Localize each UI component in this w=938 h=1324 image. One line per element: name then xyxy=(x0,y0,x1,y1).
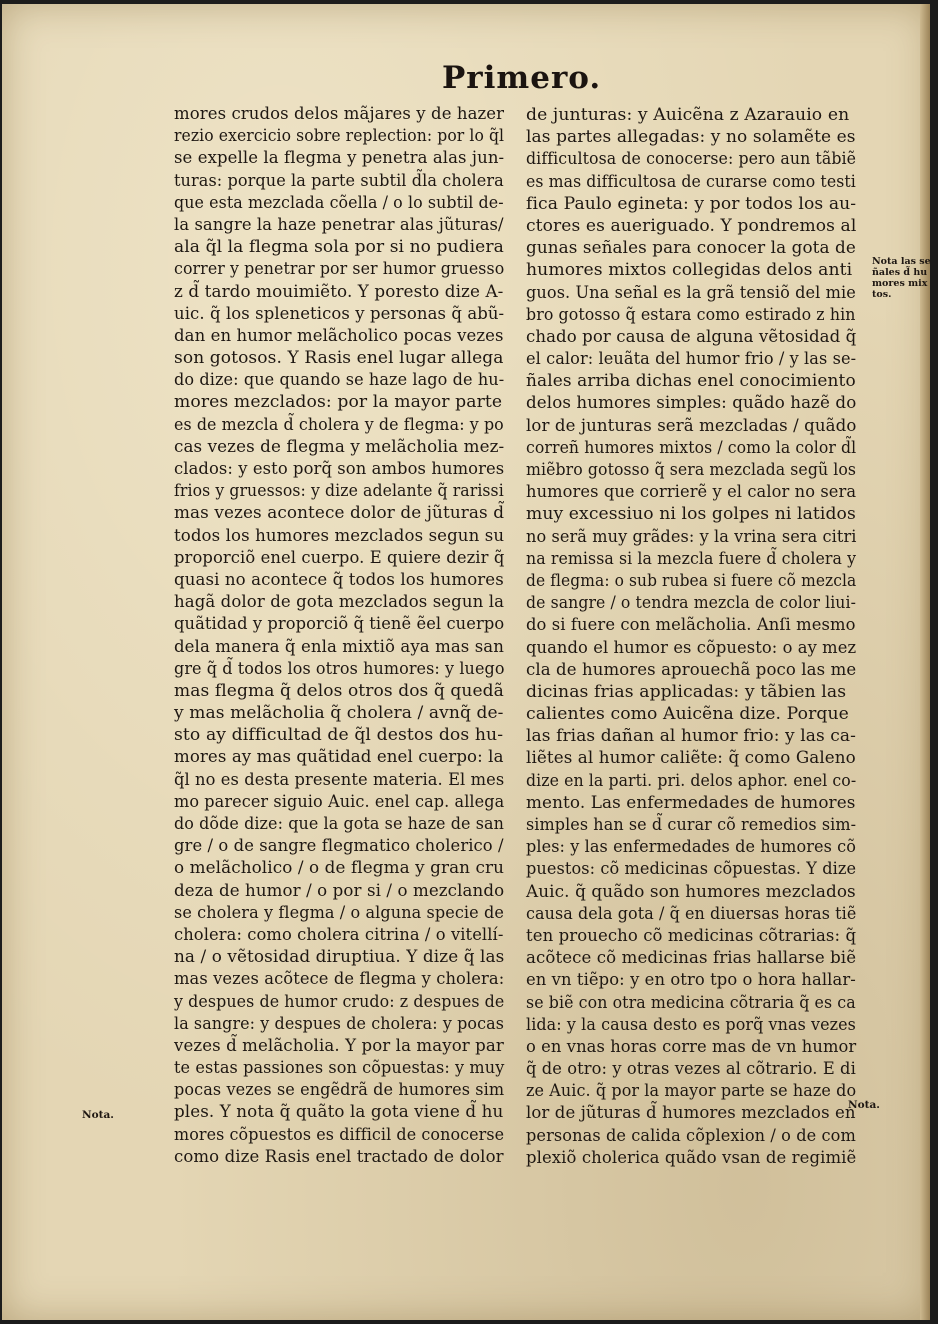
text-line: proporciõ enel cuerpo. E quiere dezir q̃ xyxy=(174,547,505,568)
text-line: correñ humores mixtos / como la color d̃l xyxy=(526,437,857,458)
text-line: mas flegma q̃ delos otros dos q̃ quedã xyxy=(174,680,504,701)
text-line: na remissa si la mezcla fuere d̃ cholera y xyxy=(526,548,857,569)
text-line: ze Auic. q̃ por la mayor parte se haze do xyxy=(526,1081,857,1102)
text-line: acõtece cõ medicinas frias hallarse biẽ xyxy=(526,948,857,969)
text-line: fica Paulo egineta: y por todos los au- xyxy=(526,193,857,214)
text-line: hagã dolor de gota mezclados segun la xyxy=(174,592,505,613)
text-line: muy excessiuo ni los golpes ni latidos xyxy=(526,504,856,525)
margin-note-right-top xyxy=(872,256,936,300)
text-line: humores que corrierẽ y el calor no sera xyxy=(526,482,857,503)
margin-note-left: Nota. xyxy=(82,1109,114,1121)
text-line: personas de calida cõplexion / o de com xyxy=(526,1125,856,1146)
text-line: se cholera y flegma / o alguna specie de xyxy=(174,902,504,923)
page-edge xyxy=(920,4,930,1320)
right-text-column xyxy=(526,104,856,1169)
text-line: Auic. q̃ quãdo son humores mezclados xyxy=(526,881,856,902)
text-line: turas: porque la parte subtil d̃la cholera xyxy=(174,170,504,191)
text-line: ples: y las enfermedades de humores cõ xyxy=(526,837,857,858)
text-line: quando el humor es cõpuesto: o ay mez xyxy=(526,637,857,658)
text-line: o melãcholico / o de flegma y gran cru xyxy=(174,858,505,879)
text-line: mores mezclados: por la mayor parte xyxy=(174,392,503,413)
text-line: la sangre: y despues de cholera: y pocas xyxy=(174,1013,504,1034)
text-line: calientes como Auicẽna dize. Porque xyxy=(526,704,849,725)
text-line: correr y penetrar por ser humor gruesso xyxy=(174,259,505,280)
text-line: o en vnas horas corre mas de vn humor xyxy=(526,1036,857,1057)
text-line: quãtidad y proporciõ q̃ tienẽ ẽel cuerpo xyxy=(174,614,505,635)
text-line: delos humores simples: quãdo hazẽ do xyxy=(526,393,857,414)
text-line: ctores es aueriguado. Y pondremos al xyxy=(526,215,857,236)
text-line: lida: y la causa desto es porq̃ vnas vezes xyxy=(526,1014,856,1035)
text-line: todos los humores mezclados segun su xyxy=(174,525,505,546)
text-line: mo parecer siguio Auic. enel cap. allega xyxy=(174,791,505,812)
text-line: gre q̃ d̃ todos los otros humores: y luego xyxy=(174,658,505,679)
margin-note-right-bottom: Nota. xyxy=(848,1099,880,1111)
text-line: mas vezes acõtece de flegma y cholera: xyxy=(174,969,505,990)
text-line: causa dela gota / q̃ en diuersas horas tiẽ xyxy=(526,903,857,924)
text-line: el calor: leuãta del humor frio / y las se- xyxy=(526,349,857,370)
text-line: mas vezes acontece dolor de jũturas d̃ xyxy=(174,503,505,524)
text-line: liẽtes al humor caliẽte: q̃ como Galeno xyxy=(526,748,856,769)
text-line: humores mixtos collegidas delos anti xyxy=(526,260,853,281)
text-line: dicinas frias applicadas: y tãbien las xyxy=(526,681,847,702)
text-line: deza de humor / o por si / o mezclando xyxy=(174,880,505,901)
text-line: uic. q̃ los spleneticos y personas q̃ abũ- xyxy=(174,303,505,324)
running-head: Primero. xyxy=(442,60,602,96)
text-line: lor de jũturas d̃ humores mezclados en xyxy=(526,1103,856,1124)
text-line: es mas difficultosa de curarse como testi xyxy=(526,171,856,192)
margin-note-line: Nota las se xyxy=(872,256,931,267)
text-line: se expelle la flegma y penetra alas jun- xyxy=(174,148,505,169)
text-line: la sangre la haze penetrar alas jũturas/ xyxy=(174,214,504,235)
text-line: ten prouecho cõ medicinas cõtrarias: q̃ xyxy=(526,925,857,946)
text-line: de sangre / o tendra mezcla de color liui- xyxy=(526,593,857,614)
text-line: chado por causa de alguna vẽtosidad q̃ xyxy=(526,326,857,347)
text-line: do dõde dize: que la gota se haze de san xyxy=(174,814,504,834)
text-line: de flegma: o sub rubea si fuere cõ mezcla xyxy=(526,570,857,591)
text-line: no serã muy grãdes: y la vrina sera citri xyxy=(526,526,857,547)
book-page xyxy=(2,4,930,1320)
text-line: dize en la parti. pri. delos aphor. enel co- xyxy=(526,770,857,791)
text-line: y despues de humor crudo: z despues de xyxy=(174,991,505,1012)
text-line: miẽbro gotosso q̃ sera mezclada segũ los xyxy=(526,460,857,480)
text-line: simples han se d̃ curar cõ remedios sim- xyxy=(526,815,857,835)
text-line: plexiõ cholerica quãdo vsan de regimiẽ xyxy=(526,1147,857,1168)
text-line: las partes allegadas: y no solamẽte es xyxy=(526,127,856,148)
text-line: ala q̃l la flegma sola por si no pudiera xyxy=(174,237,504,258)
text-line: que esta mezclada cõella / o lo subtil de- xyxy=(174,192,504,213)
text-line: las frias dañan al humor frio: y las ca- xyxy=(526,726,856,747)
text-line: ples. Y nota q̃ quãto la gota viene d̃ hu xyxy=(174,1102,504,1123)
text-line: mores cõpuestos es difficil de conocerse xyxy=(174,1124,505,1145)
text-line: ñales arriba dichas enel conocimiento xyxy=(526,371,856,392)
text-line: dan en humor melãcholico pocas vezes xyxy=(174,325,504,346)
text-line: cas vezes de flegma y melãcholia mez- xyxy=(174,436,505,457)
text-line: gunas señales para conocer la gota de xyxy=(526,238,856,259)
text-line: cholera: como cholera citrina / o vitellí- xyxy=(174,924,504,945)
text-line: se biẽ con otra medicina cõtraria q̃ es ca xyxy=(526,992,856,1013)
text-line: frios y gruessos: y dize adelante q̃ rarissi xyxy=(174,481,504,502)
text-line: do dize: que quando se haze lago de hu- xyxy=(174,370,505,391)
text-line: quasi no acontece q̃ todos los humores xyxy=(174,569,504,590)
margin-note-line: mores mix xyxy=(872,278,928,289)
text-line: dela manera q̃ enla mixtiõ aya mas san xyxy=(174,636,505,657)
text-line: q̃l no es desta presente materia. El mes xyxy=(174,769,505,790)
text-line: q̃ de otro: y otras vezes al cõtrario. E di xyxy=(526,1059,856,1080)
text-line: mento. Las enfermedades de humores xyxy=(526,792,856,813)
text-line: do si fuere con melãcholia. Anſi mesmo xyxy=(526,615,856,636)
text-line: rezio exercicio sobre replection: por lo q̃l xyxy=(174,126,505,147)
text-line: y mas melãcholia q̃ cholera / avnq̃ de- xyxy=(174,703,504,724)
text-line: pocas vezes se engẽdrã de humores sim xyxy=(174,1080,505,1101)
text-line: lor de junturas serã mezcladas / quãdo xyxy=(526,415,857,436)
margin-note-line: ñales d̃ hu xyxy=(872,267,928,278)
text-line: puestos: cõ medicinas cõpuestas. Y dize xyxy=(526,859,857,880)
text-line: en vn tiẽpo: y en otro tpo o hora hallar- xyxy=(526,970,856,991)
text-line: vezes d̃ melãcholia. Y por la mayor par xyxy=(174,1035,504,1056)
left-text-column xyxy=(174,103,504,1168)
text-line: mores ay mas quãtidad enel cuerpo: la xyxy=(174,747,504,768)
text-line: de junturas: y Auicẽna z Azarauio en xyxy=(526,105,850,125)
text-line: guos. Una señal es la grã tensiõ del mie xyxy=(526,282,856,303)
text-line: son gotosos. Y Rasis enel lugar allega xyxy=(174,348,504,369)
text-line: mores crudos delos mãjares y de hazer xyxy=(174,104,505,124)
text-line: te estas passiones son cõpuestas: y muy xyxy=(174,1058,505,1079)
text-line: sto ay difficultad de q̃l destos dos hu- xyxy=(174,725,504,746)
text-line: es de mezcla d̃ cholera y de flegma: y po xyxy=(174,414,504,435)
margin-note-line: tos. xyxy=(872,289,892,300)
text-line: gre / o de sangre flegmatico cholerico / xyxy=(174,836,504,857)
text-line: na / o vẽtosidad diruptiua. Y dize q̃ las xyxy=(174,947,505,968)
text-line: difficultosa de conocerse: pero aun tãbiẽ xyxy=(526,149,857,170)
text-line: bro gotosso q̃ estara como estirado z hin xyxy=(526,304,856,325)
text-line: como dize Rasis enel tractado de dolor xyxy=(174,1146,504,1167)
text-line: clados: y esto porq̃ son ambos humores xyxy=(174,459,505,479)
text-line: z d̃ tardo mouimiẽto. Y poresto dize A- xyxy=(174,281,504,302)
text-line: cla de humores aprouechã poco las me xyxy=(526,659,857,680)
